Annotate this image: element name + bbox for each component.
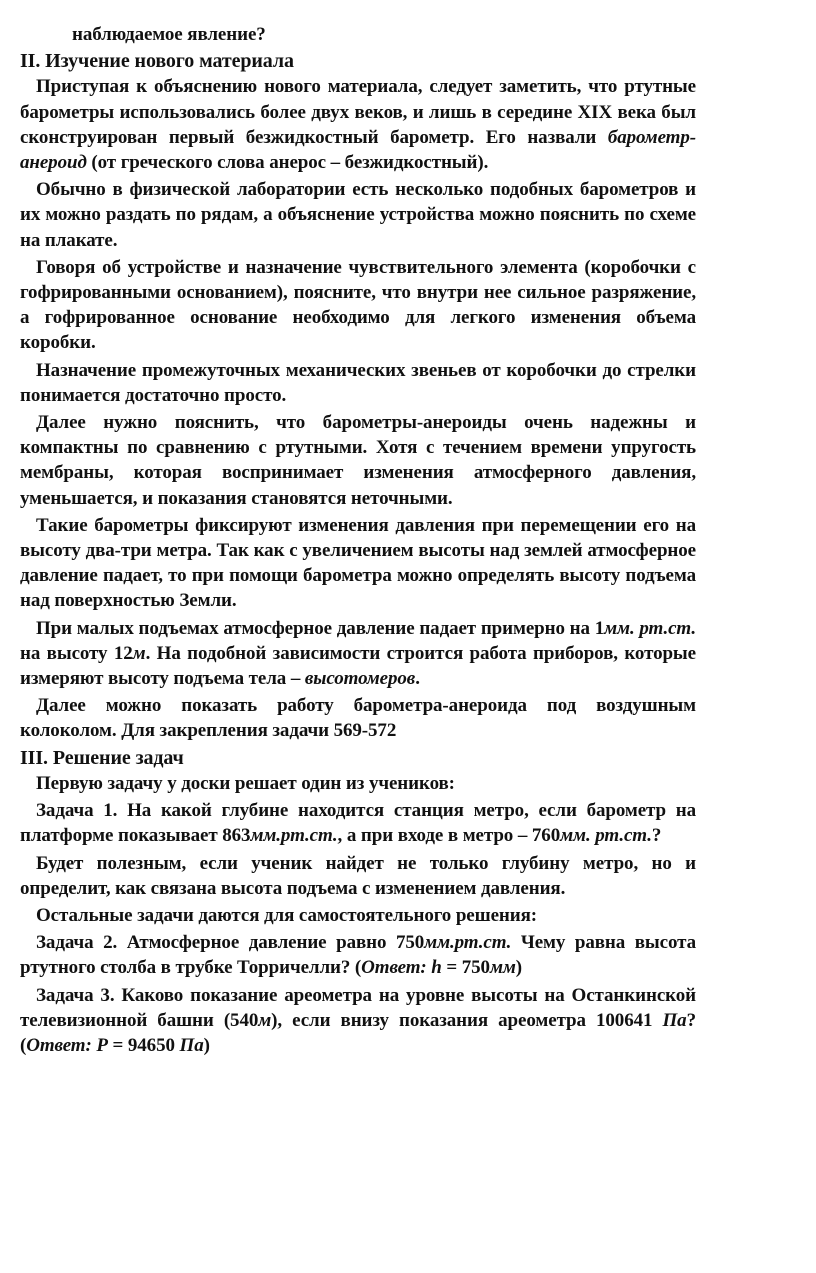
answer-label: Ответ: P [26,1034,108,1056]
text: Каково показание ареометра на уровне высоты на Останкинской телевизионной башни (540 [20,984,696,1031]
paragraph: Обычно в физической лаборатории есть несколько подобных барометров и их можно раздать по рядам, а объяснение устройства можно пояснить по схеме на плакате. [20,179,696,251]
text: . На подобной зависимости строится работа приборов, которые измеряют высоту подъема тела – [20,642,696,690]
task-label: Задача 2. [36,932,118,954]
task-3 [20,983,696,1059]
text: ? [651,825,662,847]
unit: мм.рт.ст. [250,825,338,847]
task-2 [20,930,696,980]
text: на высоту 12 [20,642,133,664]
paragraph: Назначение промежуточных механических звеньев от коробочки до стрелки понимается достаточно просто. [20,359,696,406]
text: . [415,668,420,690]
answer-label: Ответ: h [361,957,442,979]
paragraph: Будет полезным, если ученик найдет не только глубину метро, но и определит, как связана высота подъема с изменением давления. [20,852,696,899]
text: ) [203,1034,210,1056]
unit: мм [489,957,516,979]
text: = 94650 [107,1034,180,1056]
text: , а при входе в метро – 760 [337,825,561,847]
paragraph: Остальные задачи даются для самостоятельного решения: [36,904,538,926]
section-2-heading: II. Изучение нового материала [20,50,294,73]
unit: мм. рт.ст. [560,825,652,847]
unit: Па [662,1009,687,1031]
text: = 750 [441,957,490,979]
term-aneroid: барометр-анероид [20,126,696,174]
text: ) [515,957,523,979]
paragraph: Далее можно показать работу барометра-анероида под воздушным колоколом. Для закрепления задачи 569-572 [20,695,696,742]
task-label: Задача 1. [36,800,118,822]
paragraph: Далее нужно пояснить, что барометры-анероиды очень надежны и компактны по сравнению с ртутными. Хотя с течением времени упругость мембраны, которая воспринимает изменения атмосферного давления, уменьшается, и показания становятся неточными. [20,412,696,509]
text: Чему равна высота ртутного столба в трубке Торричелли? ( [20,932,696,979]
text: ? ( [20,1009,696,1056]
paragraph: Говоря об устройстве и назначение чувствительного элемента (коробочки с гофрированными основанием), поясните, что внутри нее сильное разряжение, а гофрированное основание необходимо для легкого изменения объема коробки. [20,256,696,354]
document-body [20,22,696,1058]
paragraph [20,74,696,175]
task-1 [20,798,696,848]
unit: м [132,642,146,664]
paragraph: Такие барометры фиксируют изменения давления при перемещении его на высоту два-три метра. Так как с увеличением высоты над землей атмосферное давление падает, то при помощи барометра можно определять высоту подъема над поверхностью Земли. [20,514,696,612]
task-label: Задача 3. [36,984,115,1006]
paragraph [20,616,696,692]
unit: м [258,1009,272,1031]
lead-line: наблюдаемое явление? [72,24,266,45]
text: ), если внизу показания ареометра 100641 [271,1009,663,1031]
unit: мм. рт.ст. [604,617,696,639]
text: При малых подъемах атмосферное давление падает примерно на 1 [36,617,605,639]
text: На какой глубине находится станция метро, если барометр на платформе показывает 863 [20,800,696,847]
text: Приступая к объяснению нового материала, следует заметить, что ртутные барометры использовались более двух веков, и лишь в середине XIX века был сконструирован первый безжидкостный барометр. Его назвали [20,76,696,148]
section-3-heading: III. Решение задач [20,746,184,769]
paragraph: Первую задачу у доски решает один из учеников: [36,772,455,794]
unit: Па [179,1034,204,1056]
unit: мм.рт.ст. [424,932,512,954]
term-altimeters: высотомеров [304,668,416,690]
text: (от греческого слова анерос – безжидкостный). [86,152,489,174]
text: Атмосферное давление равно 750 [117,932,425,954]
